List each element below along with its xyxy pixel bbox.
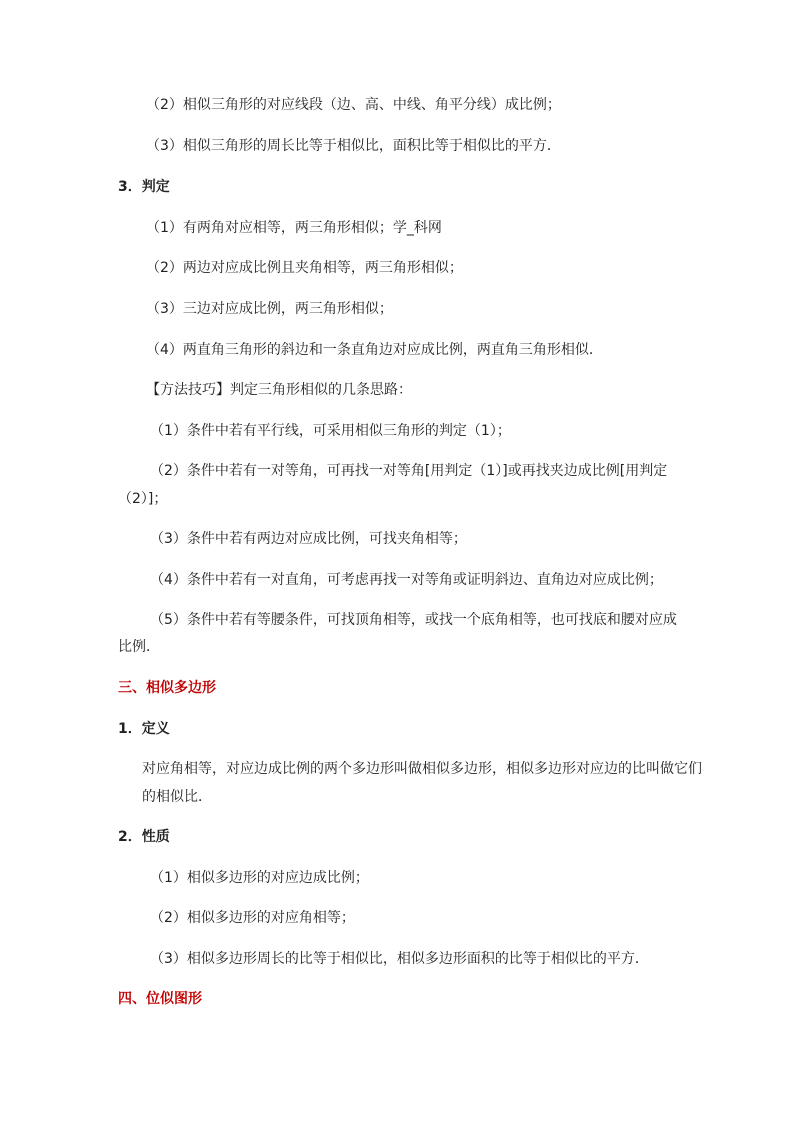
method-tip-2-cont: （2）]； [118, 491, 168, 507]
polygon-property-1: （1）相似多边形的对应边成比例； [150, 870, 369, 886]
properties-heading: 2．性质 [118, 829, 170, 845]
definition-line-2: 的相似比． [142, 789, 212, 805]
method-tips-title: 【方法技巧】判定三角形相似的几条思路： [146, 382, 412, 398]
polygon-property-3: （3）相似多边形周长的比等于相似比，相似多边形面积的比等于相似比的平方． [150, 951, 649, 967]
judgement-item-1: （1）有两角对应相等，两三角形相似；学_科网 [146, 220, 442, 236]
method-tip-2: （2）条件中若有一对等角，可再找一对等角[用判定（1）]或再找夹边成比例[用判定 [150, 463, 668, 479]
judgement-heading: 3．判定 [118, 179, 170, 195]
polygon-property-2: （2）相似多边形的对应角相等； [150, 910, 355, 926]
judgement-item-2: （2）两边对应成比例且夹角相等，两三角形相似； [146, 260, 463, 276]
section-heading-homothety: 四、位似图形 [118, 991, 202, 1007]
method-tip-1: （1）条件中若有平行线，可采用相似三角形的判定（1）； [150, 423, 511, 439]
method-tip-5-cont: 比例． [118, 639, 160, 655]
definition-heading: 1．定义 [118, 721, 170, 737]
method-tip-4: （4）条件中若有一对直角，可考虑再找一对等角或证明斜边、直角边对应成比例； [150, 572, 663, 588]
judgement-item-3: （3）三边对应成比例，两三角形相似； [146, 301, 393, 317]
judgement-item-4: （4）两直角三角形的斜边和一条直角边对应成比例，两直角三角形相似． [146, 342, 603, 358]
property-item-3: （3）相似三角形的周长比等于相似比，面积比等于相似比的平方． [146, 138, 561, 154]
property-item-2: （2）相似三角形的对应线段（边、高、中线、角平分线）成比例； [146, 97, 561, 113]
section-heading-similar-polygons: 三、相似多边形 [118, 680, 216, 696]
method-tip-3: （3）条件中若有两边对应成比例，可找夹角相等； [150, 531, 467, 547]
definition-line-1: 对应角相等，对应边成比例的两个多边形叫做相似多边形，相似多边形对应边的比叫做它们 [142, 761, 702, 777]
method-tip-5: （5）条件中若有等腰条件，可找顶角相等，或找一个底角相等，也可找底和腰对应成 [150, 612, 677, 628]
